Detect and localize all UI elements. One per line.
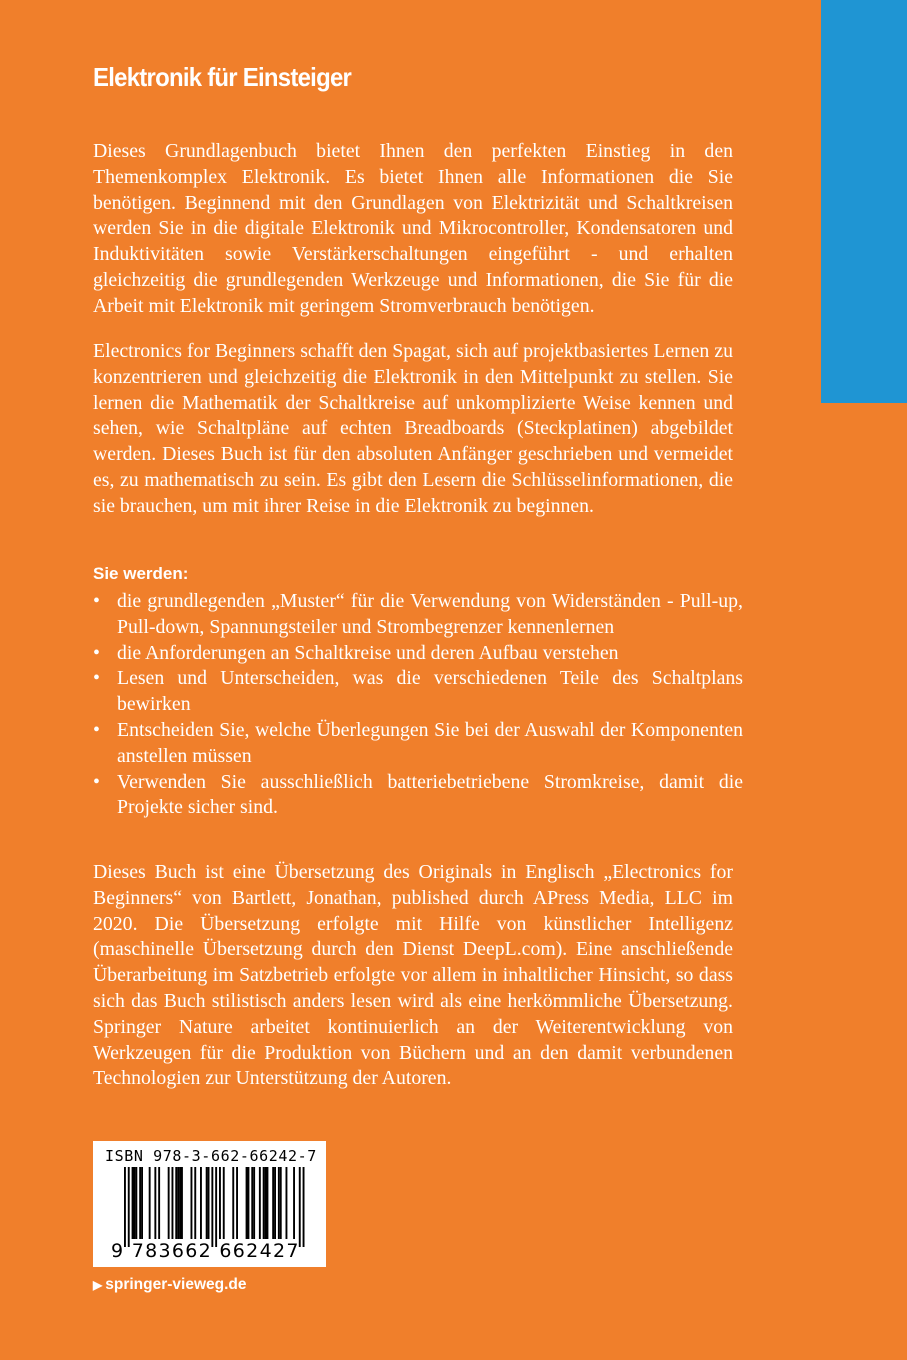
barcode-bar [274,1167,276,1239]
publisher-website[interactable] [93,1276,247,1294]
barcode-bar [248,1167,250,1239]
isbn-barcode [93,1141,326,1267]
accent-strip [821,0,907,403]
description-paragraph-2: Electronics for Beginners schafft den Spagat, sich auf projektbasiertes Lernen zu konzentrieren und gleichzeitig die Elektronik in den Mittelpunkt zu stellen. Sie lernen die Mathematik der Schaltkreise auf unkomplizierte Weise kennen und sehen, wie Schaltpläne auf echten Breadboards (Steckplatinen) abgebildet werden. Dieses Buch ist für den absoluten Anfänger geschrieben und vermeidet es, zu mathematisch zu sein. Es gibt den Lesern die Schlüsselinformationen, die sie brauchen, um mit ihrer Reise in die Elektronik zu beginnen. [93,340,733,517]
barcode-bar [219,1167,221,1239]
barcode-bar [177,1167,179,1239]
arrow-right-icon: ▶ [93,1278,103,1292]
barcode-bar [149,1167,151,1239]
barcode-bar [200,1167,202,1239]
description-paragraph-1: Dieses Grundlagenbuch bietet Ihnen den perfekten Einstieg in den Themenkomplex Elektronik. Es bietet Ihnen alle Informationen die Sie benötigen. Beginnend mit den Grundlagen von Elektrizität und Schaltkreisen werden Sie in die digitale Elektronik und Mikrocontroller, Kondensatoren und Induktivitäten sowie Verstärkerschaltungen eingeführt - und erhalten gleichzeitig die grundlegenden Werkzeuge und Informationen, die Sie für die Arbeit mit Elektronik mit geringem Stromverbrauch benötigen. [93,140,733,317]
barcode-digits: 9 783662 662427 [111,1240,300,1262]
list-item [93,589,743,641]
barcode-bar [208,1167,210,1239]
barcode-bar [206,1167,208,1239]
list-item-text: Verwenden Sie ausschließlich batteriebetriebene Stromkreise, damit die Projekte sicher sind. [117,770,743,819]
translation-note-paragraph: Dieses Buch ist eine Übersetzung des Originals in Englisch „Electronics for Beginners“ von Bartlett, Jonathan, published durch APress Media, LLC im 2020. Die Übersetzung erfolgte mit Hilfe von künstlicher Intelligenz (maschinelle Übersetzung durch den Dienst DeepL.com). Eine anschließende Überarbeitung im Satzbetrieb erfolgte vor allem in inhaltlicher Hinsicht, so dass sich das Buch stilistisch anders lesen wird als eine herkömmliche Übersetzung. Springer Nature arbeitet kontinuierlich an der Weiterentwicklung von Werkzeugen für die Produktion von Büchern und an den damit verbundenen Technologien zur Unterstützung der Autoren. [93,861,733,1090]
barcode-bar [128,1167,130,1247]
barcode-bar [141,1167,143,1239]
barcode-bar [236,1167,238,1239]
barcode-bar [132,1167,134,1239]
barcode-bar [139,1167,141,1239]
bullet-icon: • [93,641,100,664]
barcode-bar [172,1167,174,1239]
barcode-bar [135,1167,137,1239]
barcode-bar [265,1167,267,1239]
barcode-bar [263,1167,265,1239]
barcode-bar [154,1167,156,1239]
bullet-icon: • [93,590,100,612]
barcode-bar [246,1167,248,1239]
barcode-bar [303,1167,305,1247]
barcode-bar [293,1167,295,1239]
barcode-bar [232,1167,234,1239]
book-title: Elektronik für Einsteiger [93,62,352,92]
barcode-bar [223,1167,225,1239]
list-item [93,770,743,822]
barcode-bar [259,1167,261,1239]
list-item-text: die grundlegenden „Muster“ für die Verwendung von Widerständen - Pull-up, Pull-down, Spannungsteiler und Strombegrenzer kennenlernen [117,590,743,638]
list-item [93,641,743,667]
list-item [93,718,743,770]
barcode-bar [299,1167,301,1247]
barcode-bar [168,1167,170,1239]
barcode-bar [179,1167,181,1239]
barcode-bar [253,1167,255,1239]
barcode-bar [280,1167,282,1239]
barcode-bar [272,1167,274,1239]
barcode-bar [215,1167,217,1247]
barcode-bar [267,1167,269,1239]
list-heading: Sie werden: [93,564,189,583]
barcode-bar [175,1167,177,1239]
website-label: springer-vieweg.de [105,1276,247,1293]
barcode-bar [191,1167,193,1239]
barcode-bar [278,1167,280,1239]
barcode-bar [134,1167,136,1239]
barcode-bar [251,1167,253,1239]
bullet-icon: • [93,770,100,793]
list-item-text: die Anforderungen an Schaltkreise und deren Aufbau verstehen [117,641,619,664]
barcode-bar [286,1167,288,1239]
barcode-bar [181,1167,183,1239]
list-item [93,666,743,718]
barcode-bar [194,1167,196,1239]
barcode-bar [158,1167,160,1239]
bullet-icon: • [93,718,100,741]
barcode-bar [124,1167,126,1247]
feature-list [93,589,743,821]
bullet-icon: • [93,667,100,690]
isbn-label: ISBN 978-3-662-66242-7 [105,1147,317,1165]
list-item-text: Lesen und Unterscheiden, was die verschiedenen Teile des Schaltplans bewirken [117,667,743,716]
barcode-bar [211,1167,213,1247]
list-item-text: Entscheiden Sie, welche Überlegungen Sie bei der Auswahl der Komponenten anstellen müssen [117,718,743,767]
